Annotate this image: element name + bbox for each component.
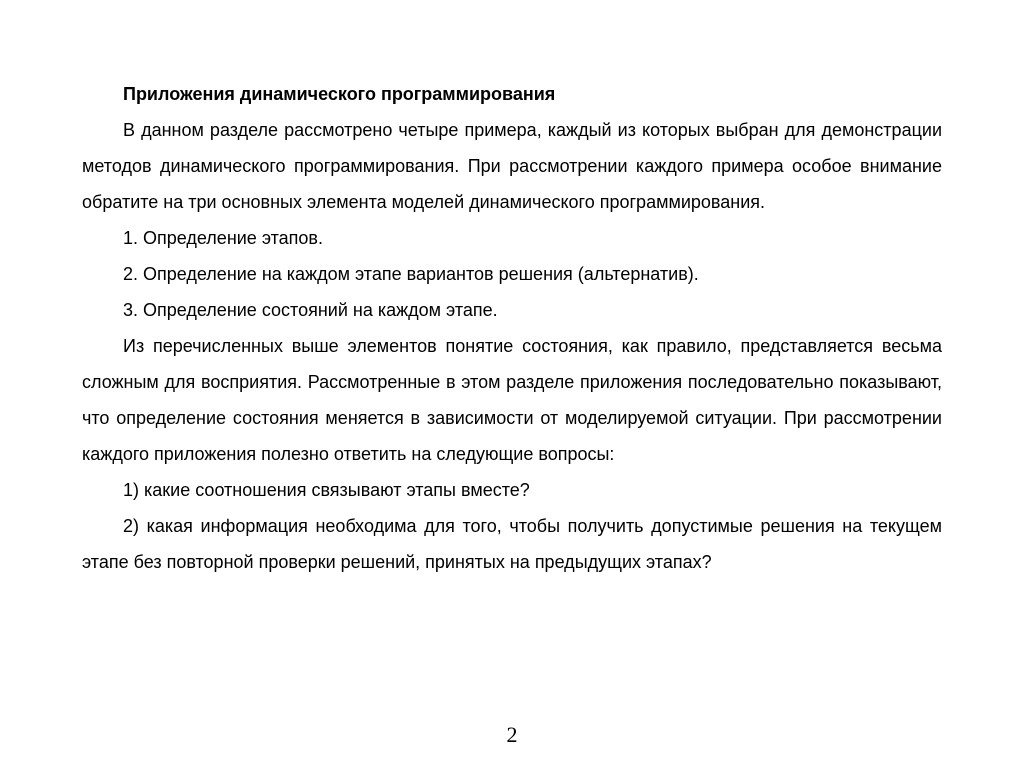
list-item-stages: 1. Определение этапов. xyxy=(123,228,323,248)
document-body xyxy=(82,76,942,580)
list-item-states: 3. Определение состояний на каждом этапе. xyxy=(123,300,498,320)
state-concept-paragraph: Из перечисленных выше элементов понятие состояния, как правило, представляется весьма сложным для восприятия. Рассмотренные в этом разделе приложения последовательно показывают, что определение состояния меняется в зависимости от моделируемой ситуации. При рассмотрении каждого приложения полезно ответить на следующие вопросы: xyxy=(82,336,942,464)
section-heading: Приложения динамического программирования xyxy=(123,84,556,104)
question-1: 1) какие соотношения связывают этапы вместе? xyxy=(123,480,530,500)
list-item-alternatives: 2. Определение на каждом этапе вариантов решения (альтернатив). xyxy=(123,264,699,284)
question-2: 2) какая информация необходима для того, чтобы получить допустимые решения на текущем этапе без повторной проверки решений, принятых на предыдущих этапах? xyxy=(82,516,942,572)
page-number: 2 xyxy=(506,722,518,747)
intro-paragraph: В данном разделе рассмотрено четыре примера, каждый из которых выбран для демонстрации методов динамического программирования. При рассмотрении каждого примера особое внимание обратите на три основных элемента моделей динамического программирования. xyxy=(82,120,942,212)
